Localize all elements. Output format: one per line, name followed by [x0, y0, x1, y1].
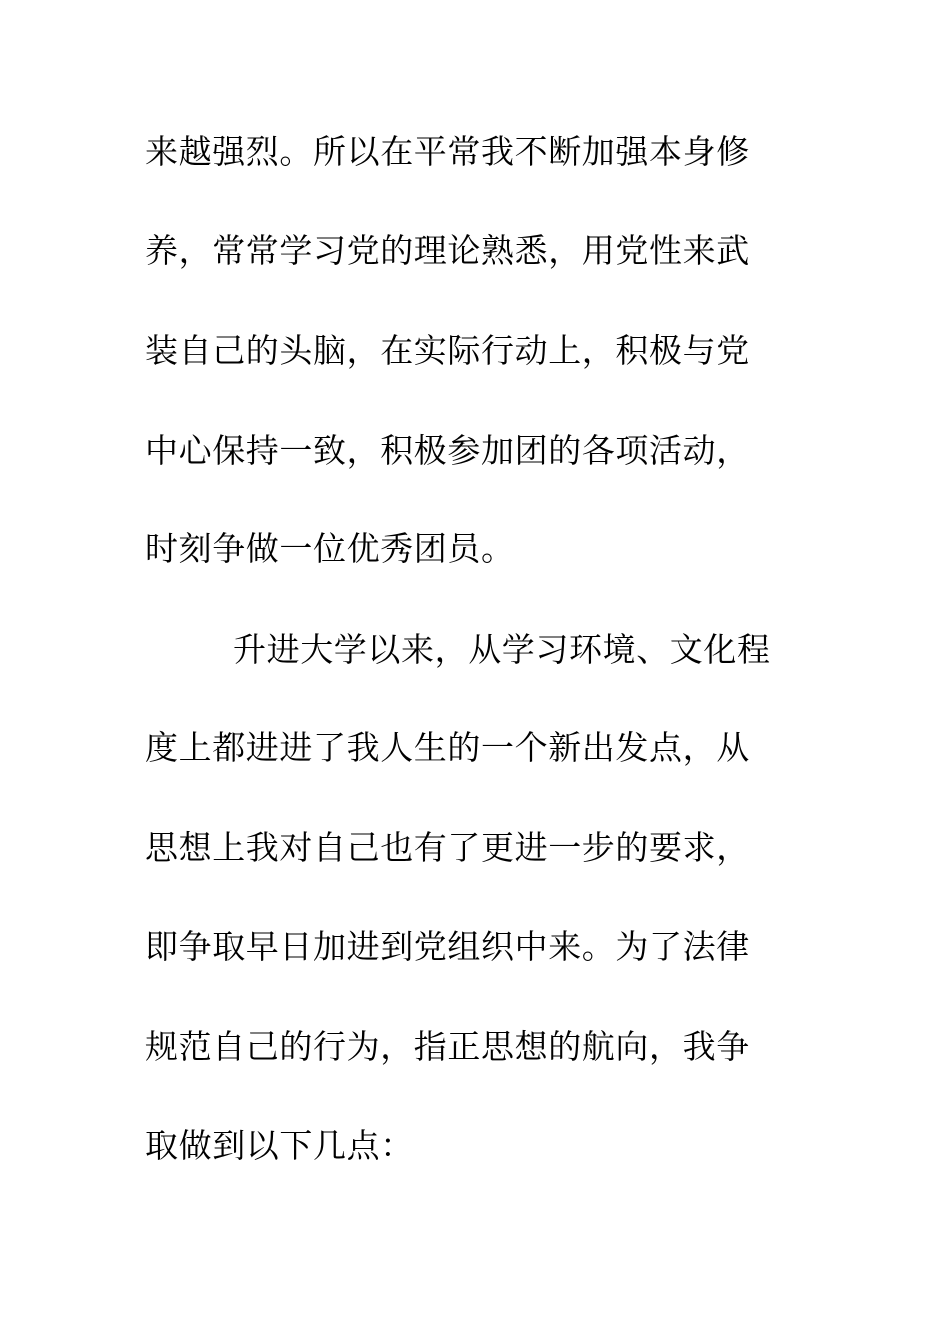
text-line: 度上都进进了我人生的一个新出发点，从 [145, 728, 750, 767]
text-line: 规范自己的行为，指正思想的航向，我争 [145, 1027, 750, 1066]
text-line: 来越强烈。所以在平常我不断加强本身修 [145, 132, 750, 171]
text-line: 养，常常学习党的理论熟悉，用党性来武 [145, 231, 750, 270]
text-line: 时刻争做一位优秀团员。 [145, 529, 515, 568]
text-line: 思想上我对自己也有了更进一步的要求， [145, 828, 750, 867]
text-line: 取做到以下几点： [145, 1126, 414, 1165]
text-line-indented: 升进大学以来，从学习环境、文化程 [233, 630, 771, 669]
text-line: 即争取早日加进到党组织中来。为了法律 [145, 927, 750, 966]
text-line: 中心保持一致，积极参加团的各项活动， [145, 431, 750, 470]
text-line: 装自己的头脑，在实际行动上，积极与党 [145, 331, 750, 370]
